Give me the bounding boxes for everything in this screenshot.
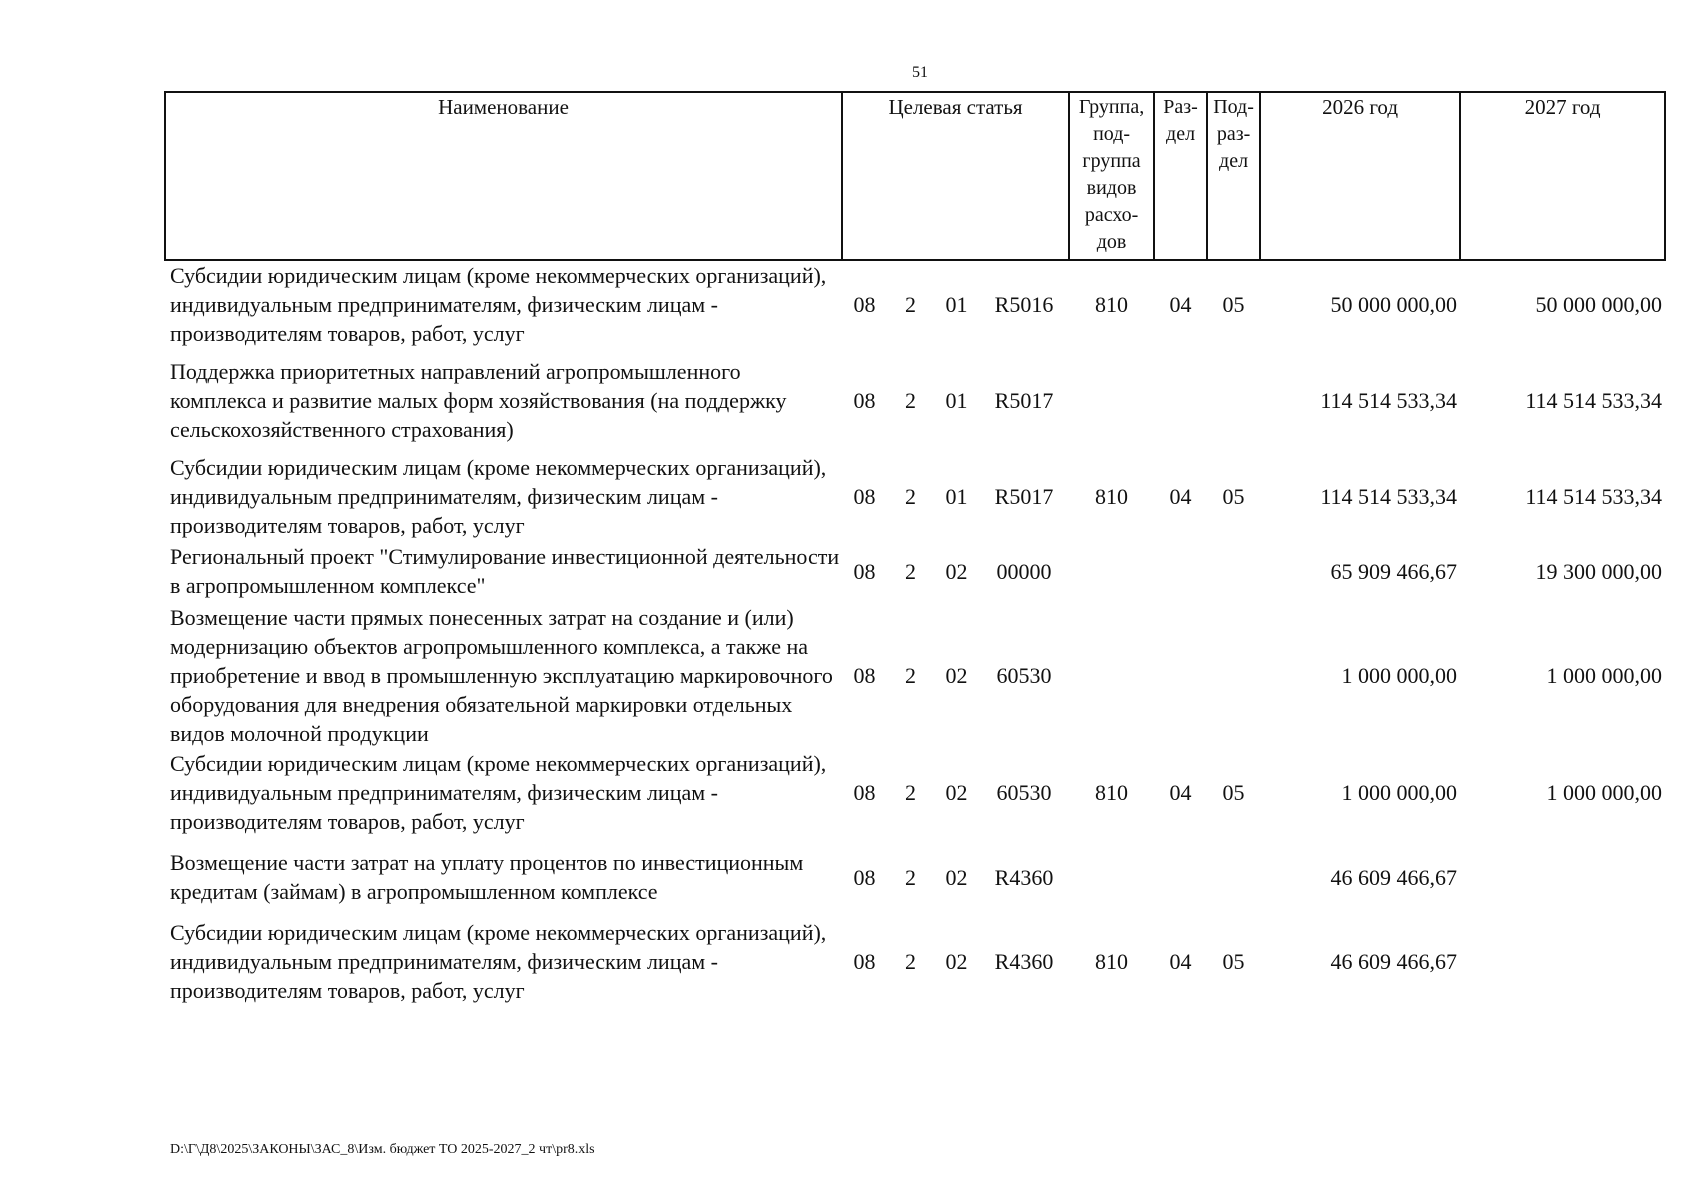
header-section: Раз- дел [1154, 92, 1207, 260]
amount-2026: 1 000 000,00 [1341, 663, 1458, 688]
table-row [165, 348, 1665, 453]
header-row [165, 92, 1665, 260]
row-name: Возмещение части прямых понесенных затрат на создание и (или) модернизацию объектов агропромышленного комплекса, а также на приобретение и ввод в промышленную эксплуатацию маркировочного оборудования для внедрения обязательной маркировки отдельных видов молочной продукции [170, 605, 833, 746]
amount-2027: 1 000 000,00 [1546, 663, 1663, 688]
section-code [1154, 836, 1207, 918]
target-program: 08 [853, 484, 876, 509]
amount-2027: 19 300 000,00 [1535, 558, 1663, 584]
expense-group [1069, 836, 1154, 918]
header-year-2026: 2026 год [1260, 92, 1460, 260]
amount-2026: 46 609 466,67 [1330, 949, 1458, 974]
amount-2027: 50 000 000,00 [1535, 292, 1663, 317]
page-number: 51 [912, 64, 928, 81]
target-subprogram: 2 [905, 780, 916, 805]
target-program: 08 [853, 388, 876, 413]
table-row [165, 602, 1665, 749]
section-code: 04 [1169, 292, 1192, 317]
expense-group: 810 [1095, 484, 1129, 509]
row-name: Поддержка приоритетных направлений агропромышленного комплекса и развитие малых форм хозяйствования (на поддержку сельскохозяйственного страхования) [170, 359, 787, 442]
target-subprogram: 2 [905, 292, 916, 317]
target-direction: R5016 [994, 292, 1054, 317]
amount-2026: 1 000 000,00 [1341, 780, 1458, 805]
header-name: Наименование [165, 92, 842, 260]
section-code [1154, 602, 1207, 749]
row-name: Возмещение части затрат на уплату процентов по инвестиционным кредитам (займам) в агропромышленном комплексе [170, 850, 804, 904]
target-program: 08 [853, 780, 876, 805]
amount-2026: 65 909 466,67 [1330, 558, 1458, 584]
target-event: 01 [945, 484, 968, 509]
expense-group: 810 [1095, 780, 1129, 805]
amount-2027: 1 000 000,00 [1546, 780, 1663, 805]
header-subsection: Под- раз- дел [1207, 92, 1260, 260]
table-row [165, 749, 1665, 836]
row-name: Субсидии юридическим лицам (кроме некоммерческих организаций), индивидуальным предпринимателям, физическим лицам - производителям товаров, работ, услуг [170, 263, 827, 346]
target-direction: R4360 [994, 864, 1054, 890]
subsection-code: 05 [1222, 949, 1245, 974]
row-name: Субсидии юридическим лицам (кроме некоммерческих организаций), индивидуальным предпринимателям, физическим лицам - производителям товаров, работ, услуг [170, 920, 827, 1003]
section-code: 04 [1169, 949, 1192, 974]
amount-2027 [1460, 836, 1665, 918]
subsection-code [1207, 836, 1260, 918]
target-subprogram: 2 [905, 864, 916, 890]
amount-2027: 114 514 533,34 [1525, 484, 1663, 509]
expense-group [1069, 602, 1154, 749]
amount-2026: 114 514 533,34 [1320, 388, 1458, 413]
table-row [165, 836, 1665, 918]
amount-2026: 50 000 000,00 [1330, 292, 1458, 317]
row-name: Субсидии юридическим лицам (кроме некоммерческих организаций), индивидуальным предпринимателям, физическим лицам - производителям товаров, работ, услуг [170, 455, 827, 538]
subsection-code [1207, 540, 1260, 602]
file-path-footer: D:\Г\Д8\2025\ЗАКОНЫ\ЗАС_8\Изм. бюджет ТО 2025-2027_2 чт\pr8.xls [170, 1142, 595, 1157]
target-event: 02 [945, 949, 968, 974]
target-direction: R5017 [994, 388, 1054, 413]
target-event: 02 [945, 780, 968, 805]
target-program: 08 [853, 663, 876, 688]
target-program: 08 [853, 864, 876, 890]
target-direction: 00000 [996, 558, 1052, 584]
expense-group [1069, 348, 1154, 453]
section-code [1154, 540, 1207, 602]
table-body [165, 260, 1665, 1005]
header-target-article: Целевая статья [842, 92, 1069, 260]
target-event: 02 [945, 558, 968, 584]
target-event: 01 [945, 292, 968, 317]
section-code: 04 [1169, 780, 1192, 805]
subsection-code [1207, 602, 1260, 749]
target-subprogram: 2 [905, 484, 916, 509]
row-name: Региональный проект "Стимулирование инвестиционной деятельности в агропромышленном комплексе" [170, 544, 840, 598]
expense-group: 810 [1095, 949, 1129, 974]
table-row [165, 260, 1665, 348]
target-program: 08 [853, 558, 876, 584]
subsection-code: 05 [1222, 292, 1245, 317]
expense-group [1069, 540, 1154, 602]
subsection-code: 05 [1222, 484, 1245, 509]
budget-table [164, 91, 1666, 1005]
table-row [165, 540, 1665, 602]
target-subprogram: 2 [905, 663, 916, 688]
target-event: 02 [945, 663, 968, 688]
target-subprogram: 2 [905, 558, 916, 584]
target-event: 01 [945, 388, 968, 413]
subsection-code [1207, 348, 1260, 453]
target-event: 02 [945, 864, 968, 890]
target-direction: R4360 [994, 949, 1054, 974]
table-row [165, 453, 1665, 540]
target-subprogram: 2 [905, 388, 916, 413]
amount-2026: 46 609 466,67 [1330, 864, 1458, 890]
target-program: 08 [853, 949, 876, 974]
target-direction: R5017 [994, 484, 1054, 509]
row-name: Субсидии юридическим лицам (кроме некоммерческих организаций), индивидуальным предпринимателям, физическим лицам - производителям товаров, работ, услуг [170, 751, 827, 834]
section-code: 04 [1169, 484, 1192, 509]
target-direction: 60530 [996, 663, 1052, 688]
table-row [165, 918, 1665, 1005]
target-subprogram: 2 [905, 949, 916, 974]
subsection-code: 05 [1222, 780, 1245, 805]
target-program: 08 [853, 292, 876, 317]
amount-2027: 114 514 533,34 [1525, 388, 1663, 413]
target-direction: 60530 [996, 780, 1052, 805]
amount-2027 [1460, 918, 1665, 1005]
expense-group: 810 [1095, 292, 1129, 317]
header-group: Группа, под- группа видов расхо- дов [1069, 92, 1154, 260]
header-year-2027: 2027 год [1460, 92, 1665, 260]
amount-2026: 114 514 533,34 [1320, 484, 1458, 509]
section-code [1154, 348, 1207, 453]
